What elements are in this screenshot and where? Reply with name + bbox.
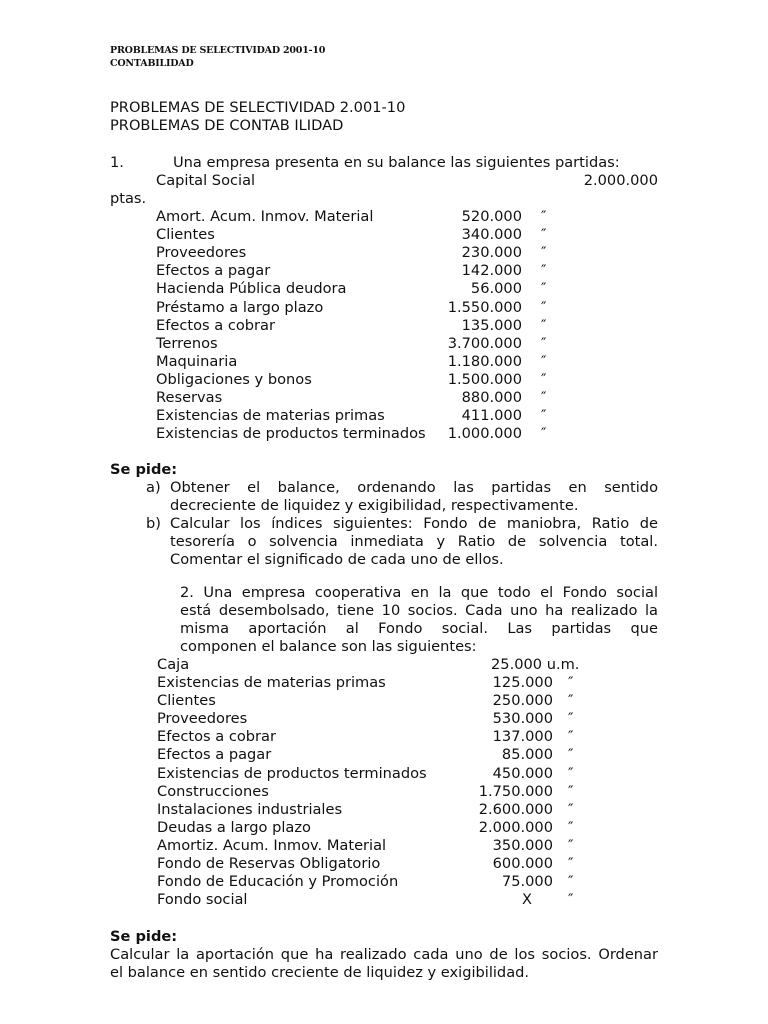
item-value: 1.750.000 — [478, 782, 553, 800]
problem-1-se-pide: Se pide: — [110, 461, 178, 478]
item-label: Maquinaria — [156, 352, 238, 370]
ditto-mark: ″ — [568, 710, 574, 728]
problem-2-intro-line-2: está desembolsado, tiene 10 socios. Cada uno ha realizado la — [180, 602, 658, 619]
ditto-mark: ″ — [541, 407, 547, 425]
title-line-1: PROBLEMAS DE SELECTIVIDAD 2.001-10 — [110, 99, 406, 116]
item-label: Amort. Acum. Inmov. Material — [156, 208, 374, 225]
item-value: 135.000 — [461, 316, 522, 334]
problem-2-se-pide: Se pide: — [110, 928, 178, 945]
item-value: 1.000.000 — [447, 425, 522, 443]
item-label: Existencias de productos terminados — [157, 764, 427, 782]
ditto-mark: ″ — [568, 746, 574, 764]
ditto-mark: ″ — [541, 226, 547, 244]
problem-1-number: 1. — [110, 154, 124, 171]
ditto-mark: ″ — [568, 692, 574, 710]
item-value: 250.000 — [492, 692, 553, 710]
item-value: 340.000 — [461, 226, 522, 244]
item-value: 350.000 — [492, 836, 553, 854]
problem-1-unit: ptas. — [110, 190, 147, 207]
item-value: 450.000 — [492, 764, 553, 782]
task-b-line-2: tesorería o solvencia inmediata y Ratio de solvencia total. — [170, 533, 658, 550]
item-label: Clientes — [156, 226, 215, 244]
ditto-mark: ″ — [568, 674, 574, 691]
problem-2-intro-line-1: 2. Una empresa cooperativa en la que todo el Fondo social — [180, 584, 658, 601]
item-value: 411.000 — [461, 407, 522, 425]
item-value: 142.000 — [461, 262, 522, 280]
item-value: 2.600.000 — [478, 800, 553, 818]
task-b-line-1: Calcular los índices siguientes: Fondo de maniobra, Ratio de — [170, 515, 658, 532]
ditto-mark: ″ — [568, 782, 574, 800]
item-label: Reservas — [156, 389, 223, 406]
item-label: Efectos a cobrar — [156, 316, 275, 334]
task-a-line-2: decreciente de liquidez y exigibilidad, respectivamente. — [170, 497, 579, 514]
item-value: 2.000.000 — [478, 818, 553, 836]
item-value: 137.000 — [492, 728, 553, 746]
ditto-mark: ″ — [568, 764, 574, 782]
item-label: Instalaciones industriales — [157, 800, 343, 818]
item-label: Hacienda Pública deudora — [156, 280, 347, 298]
ditto-mark: ″ — [541, 208, 547, 225]
item-label: Construcciones — [157, 782, 269, 800]
item-label: Deudas a largo plazo — [157, 818, 311, 836]
item-label: Efectos a pagar — [157, 746, 272, 764]
item-value: 230.000 — [461, 244, 522, 262]
ditto-mark: ″ — [541, 334, 547, 352]
problem-2-task-line-2: el balance en sentido creciente de liquidez y exigibilidad. — [110, 964, 530, 981]
item-value: 880.000 — [461, 389, 522, 406]
task-b-line-3: Comentar el significado de cada uno de ellos. — [170, 551, 504, 568]
item-value: 125.000 — [492, 674, 553, 691]
item-value: 3.700.000 — [447, 334, 522, 352]
item-value: 600.000 — [492, 855, 553, 872]
header-line-1: PROBLEMAS DE SELECTIVIDAD 2001-10 — [110, 45, 326, 56]
ditto-mark: ″ — [541, 316, 547, 334]
problem-2-first-value: 25.000 u.m. — [491, 656, 580, 673]
ditto-mark: ″ — [568, 891, 574, 909]
title-line-2: PROBLEMAS DE CONTAB ILIDAD — [110, 117, 344, 134]
problem-2-task-line-1: Calcular la aportación que ha realizado cada uno de los socios. Ordenar — [110, 946, 658, 963]
item-label: Fondo de Reservas Obligatorio — [157, 855, 381, 872]
item-value: 1.550.000 — [447, 298, 522, 316]
item-label: Efectos a pagar — [156, 262, 271, 280]
task-a-line-1: Obtener el balance, ordenando las partidas en sentido — [170, 479, 658, 496]
problem-2-first-label: Caja — [157, 656, 190, 673]
problem-1-first-label: Capital Social — [156, 172, 256, 189]
item-label: Proveedores — [156, 244, 247, 262]
ditto-mark: ″ — [568, 855, 574, 872]
running-header — [110, 44, 325, 70]
item-label: Existencias de productos terminados — [156, 425, 426, 443]
ditto-mark: ″ — [568, 836, 574, 854]
item-label: Existencias de materias primas — [156, 407, 385, 425]
ditto-mark: ″ — [568, 818, 574, 836]
item-value: 75.000 — [501, 873, 553, 891]
task-b-marker: b) — [146, 515, 161, 532]
header-line-2: CONTABILIDAD — [110, 58, 194, 69]
ditto-mark: ″ — [541, 370, 547, 388]
task-a-marker: a) — [146, 479, 161, 496]
ditto-mark: ″ — [541, 244, 547, 262]
item-label: Obligaciones y bonos — [156, 370, 312, 388]
problem-1-first-value: 2.000.000 — [583, 172, 658, 189]
item-label: Fondo social — [157, 891, 248, 909]
item-value: 530.000 — [492, 710, 553, 728]
item-label: Existencias de materias primas — [157, 674, 386, 691]
ditto-mark: ″ — [568, 873, 574, 891]
ditto-mark: ″ — [541, 280, 547, 298]
item-label: Efectos a cobrar — [157, 728, 276, 746]
problem-1-intro: Una empresa presenta en su balance las siguientes partidas: — [173, 154, 620, 171]
item-value: 520.000 — [461, 208, 522, 225]
item-value: 85.000 — [501, 746, 553, 764]
ditto-mark: ″ — [541, 352, 547, 370]
item-label: Préstamo a largo plazo — [156, 298, 324, 316]
item-value: 1.500.000 — [447, 370, 522, 388]
problem-2-intro-line-3: misma aportación al Fondo social. Las partidas que — [180, 620, 658, 637]
ditto-mark: ″ — [541, 389, 547, 406]
item-value: 56.000 — [470, 280, 522, 298]
item-label: Fondo de Educación y Promoción — [157, 873, 399, 891]
item-value: X — [522, 891, 532, 909]
ditto-mark: ″ — [541, 425, 547, 443]
item-label: Proveedores — [157, 710, 248, 728]
ditto-mark: ″ — [568, 728, 574, 746]
item-label: Terrenos — [156, 334, 218, 352]
item-label: Amortiz. Acum. Inmov. Material — [157, 836, 387, 854]
item-value: 1.180.000 — [447, 352, 522, 370]
ditto-mark: ″ — [541, 262, 547, 280]
ditto-mark: ″ — [568, 800, 574, 818]
item-label: Clientes — [157, 692, 216, 710]
ditto-mark: ″ — [541, 298, 547, 316]
problem-2-intro-line-4: componen el balance son las siguientes: — [180, 638, 477, 655]
